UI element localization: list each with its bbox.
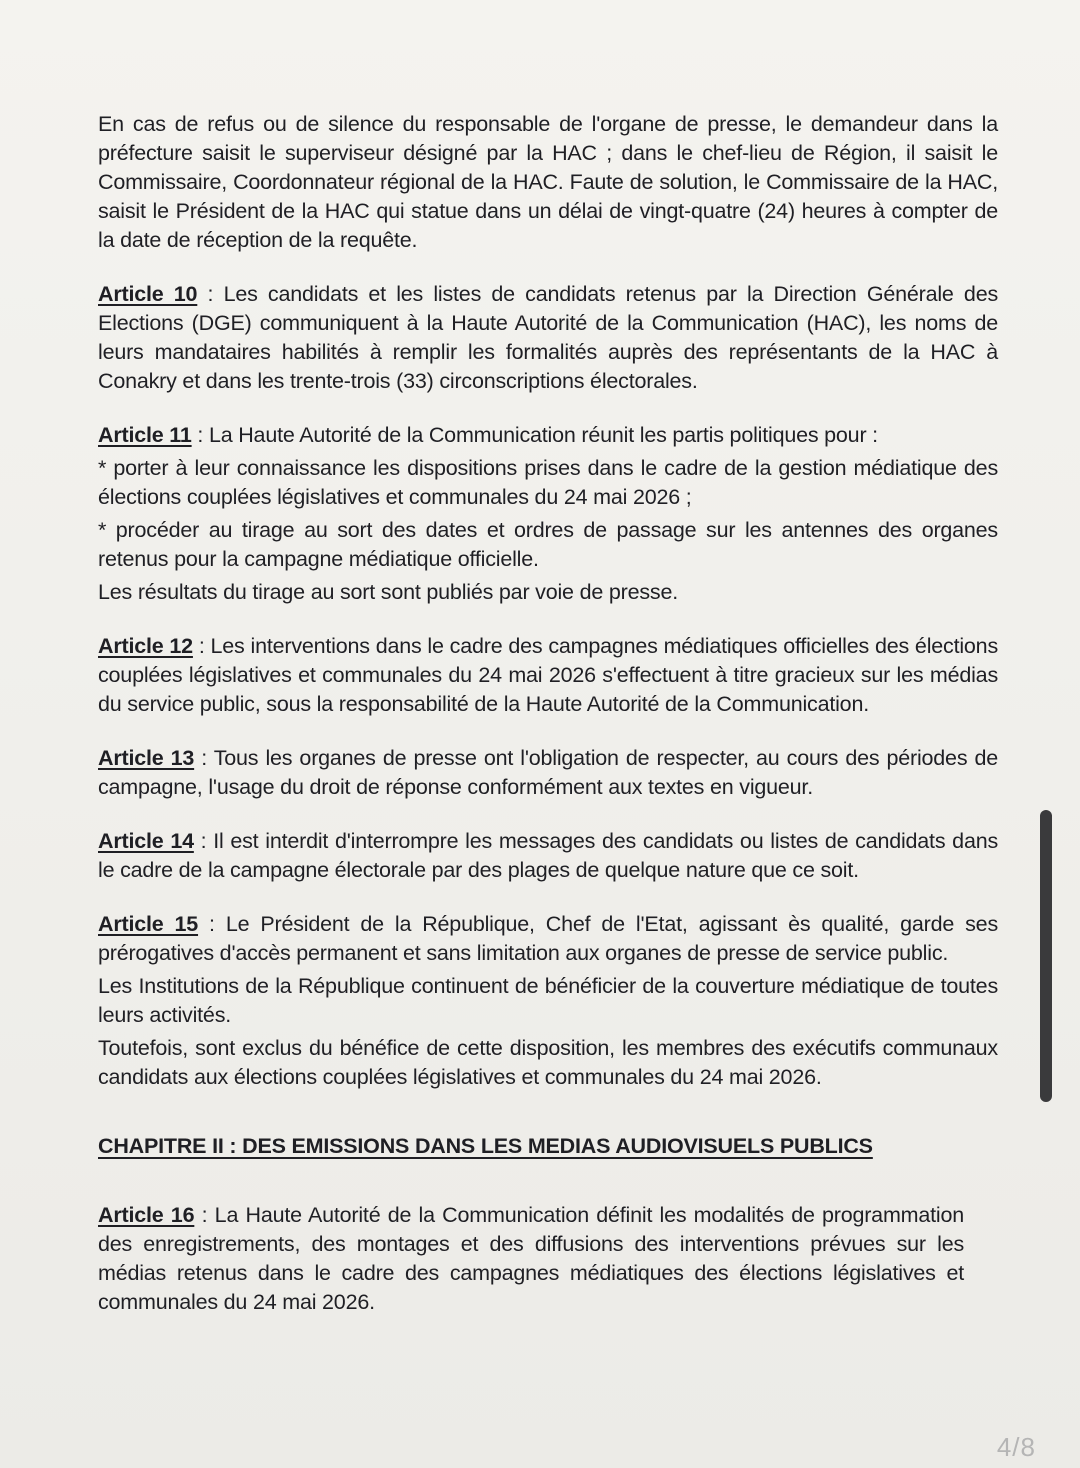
article-15-text: : Le Président de la République, Chef de l'Etat, agissant ès qualité, garde ses prérogatives d'accès permanent et sans limitation aux organes de presse de service public. xyxy=(98,912,998,965)
article-14-text: : Il est interdit d'interrompre les messages des candidats ou listes de candidats dans le cadre de la campagne électorale par des plages de quelque nature que ce soit. xyxy=(98,829,999,882)
article-11-text: : La Haute Autorité de la Communication réunit les partis politiques pour : xyxy=(191,423,878,447)
article-11-bullet-1: * porter à leur connaissance les dispositions prises dans le cadre de la gestion médiatique des élections couplées législatives et communales du 24 mai 2026 ; xyxy=(98,456,998,509)
article-12-text: : Les interventions dans le cadre des campagnes médiatiques officielles des élections couplées législatives et communales du 24 mai 2026 s'effectuent à titre gracieux sur les médias du service public, sous la responsabilité de la Haute Autorité de la Communication. xyxy=(98,634,998,716)
article-11 xyxy=(98,421,998,450)
article-10-label: Article 10 xyxy=(98,282,198,306)
article-13-label: Article 13 xyxy=(98,746,195,770)
article-10 xyxy=(98,280,998,396)
article-15 xyxy=(98,910,998,968)
article-11-label: Article 11 xyxy=(98,423,192,447)
intro-paragraph: En cas de refus ou de silence du responsable de l'organe de presse, le demandeur dans la préfecture saisit le superviseur désigné par la HAC ; dans le chef-lieu de Région, il saisit le Commissaire, Coordonnateur régional de la HAC. Faute de solution, le Commissaire de la HAC, saisit le Président de la HAC qui statue dans un délai de vingt-quatre (24) heures à compter de la date de réception de la requête. xyxy=(98,112,998,252)
document-body xyxy=(98,110,998,1317)
article-11-closing: Les résultats du tirage au sort sont publiés par voie de presse. xyxy=(98,580,678,604)
article-13 xyxy=(98,744,998,802)
article-14-label: Article 14 xyxy=(98,829,194,853)
article-14 xyxy=(98,827,998,885)
article-10-text: : Les candidats et les listes de candidats retenus par la Direction Générale des Elections (DGE) communiquent à la Haute Autorité de la Communication (HAC), les noms de leurs mandataires habilités à remplir les formalités auprès des représentants de la HAC à Conakry et dans les trente-trois (33) circonscriptions électorales. xyxy=(98,282,998,393)
page-indicator: 4/8 xyxy=(996,1432,1036,1462)
article-12 xyxy=(98,632,998,719)
article-16 xyxy=(98,1201,964,1317)
chapter-title: CHAPITRE II : DES EMISSIONS DANS LES MEDIAS AUDIOVISUELS PUBLICS xyxy=(98,1134,873,1158)
article-16-text: : La Haute Autorité de la Communication définit les modalités de programmation des enregistrements, des montages et des diffusions des interventions prévues sur les médias retenus dans le cadre des campagnes médiatiques des élections législatives et communales du 24 mai 2026. xyxy=(98,1203,964,1314)
article-16-label: Article 16 xyxy=(98,1203,195,1227)
article-15-para-2: Les Institutions de la République continuent de bénéficier de la couverture médiatique de toutes leurs activités. xyxy=(98,974,998,1027)
article-11-bullet-2: * procéder au tirage au sort des dates et ordres de passage sur les antennes des organes retenus pour la campagne médiatique officielle. xyxy=(98,518,998,571)
article-15-para-3: Toutefois, sont exclus du bénéfice de cette disposition, les membres des exécutifs communaux candidats aux élections couplées législatives et communales du 24 mai 2026. xyxy=(98,1036,998,1089)
article-13-text: : Tous les organes de presse ont l'obligation de respecter, au cours des périodes de campagne, l'usage du droit de réponse conformément aux textes en vigueur. xyxy=(98,746,998,799)
article-15-label: Article 15 xyxy=(98,912,199,936)
vertical-scrollbar[interactable] xyxy=(1040,810,1052,1102)
article-12-label: Article 12 xyxy=(98,634,193,658)
